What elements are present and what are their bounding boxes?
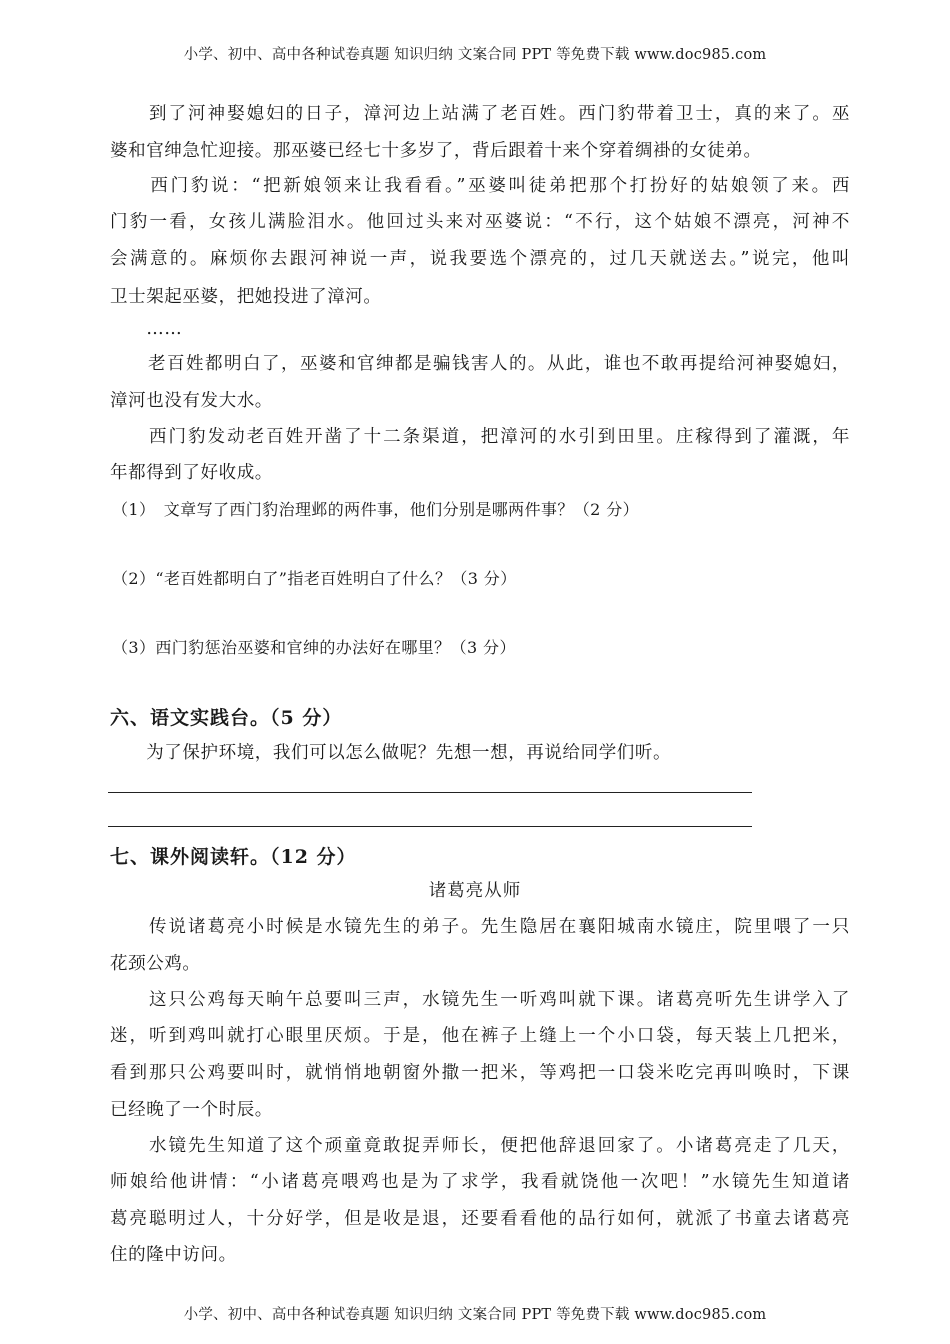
passage-line: 师娘给他讲情：“小诸葛亮喂鸡也是为了求学，我看就饶他一次吧！”水镜先生知道诸 xyxy=(110,1172,850,1192)
passage-line: 会满意的。麻烦你去跟河神说一声，说我要选个漂亮的，过几天就送去。”说完，他叫 xyxy=(110,249,850,269)
passage-line: 这只公鸡每天晌午总要叫三声，水镜先生一听鸡叫就下课。诸葛亮听先生讲学入了 xyxy=(110,990,850,1010)
answer-line xyxy=(108,826,752,827)
passage-line: 迷，听到鸡叫就打心眼里厌烦。于是，他在裤子上缝上一个小口袋，每天装上几把米， xyxy=(110,1026,850,1046)
passage-line: 传说诸葛亮小时候是水镜先生的弟子。先生隐居在襄阳城南水镜庄，院里喂了一只 xyxy=(110,917,850,937)
passage-line: 西门豹说：“把新娘领来让我看看。”巫婆叫徒弟把那个打扮好的姑娘领了来。西 xyxy=(110,176,850,196)
passage-line: 卫士架起巫婆，把她投进了漳河。 xyxy=(110,287,382,307)
passage-line: 婆和官绅急忙迎接。那巫婆已经七十多岁了，背后跟着十来个穿着绸褂的女徒弟。 xyxy=(110,141,762,161)
ellipsis: …… xyxy=(110,319,183,339)
passage-line: 门豹一看，女孩儿满脸泪水。他回过头来对巫婆说：“不行，这个姑娘不漂亮，河神不 xyxy=(110,212,850,232)
answer-line xyxy=(108,792,752,793)
question-3: （3）西门豹惩治巫婆和官绅的办法好在哪里？（3 分） xyxy=(112,638,516,657)
passage-line: 已经晚了一个时辰。 xyxy=(110,1100,273,1120)
passage-line: 年都得到了好收成。 xyxy=(110,463,273,483)
passage-line: 老百姓都明白了，巫婆和官绅都是骗钱害人的。从此，谁也不敢再提给河神娶媳妇， xyxy=(110,354,850,374)
passage-line: 西门豹发动老百姓开凿了十二条渠道，把漳河的水引到田里。庄稼得到了灌溉，年 xyxy=(110,427,850,447)
section-6-prompt: 为了保护环境，我们可以怎么做呢？先想一想，再说给同学们听。 xyxy=(110,743,672,763)
passage-line: 漳河也没有发大水。 xyxy=(110,391,273,411)
passage-line: 葛亮聪明过人，十分好学，但是收是退，还要看看他的品行如何，就派了书童去诸葛亮 xyxy=(110,1209,850,1229)
section-7-heading: 七、课外阅读轩。（12 分） xyxy=(110,846,357,868)
section-6-heading: 六、语文实践台。（5 分） xyxy=(110,707,343,729)
passage-line: 水镜先生知道了这个顽童竟敢捉弄师长，便把他辞退回家了。小诸葛亮走了几天， xyxy=(110,1136,850,1156)
passage-line: 花颈公鸡。 xyxy=(110,954,201,974)
page-header: 小学、初中、高中各种试卷真题 知识归纳 文案合同 PPT 等免费下载 www.doc985.com xyxy=(183,47,767,63)
question-1: （1） 文章写了西门豹治理邺的两件事，他们分别是哪两件事？（2 分） xyxy=(112,500,640,519)
passage-line: 到了河神娶媳妇的日子，漳河边上站满了老百姓。西门豹带着卫士，真的来了。巫 xyxy=(110,104,850,124)
page-footer: 小学、初中、高中各种试卷真题 知识归纳 文案合同 PPT 等免费下载 www.doc985.com xyxy=(183,1307,767,1323)
reading-title: 诸葛亮从师 xyxy=(428,881,522,901)
passage-line: 看到那只公鸡要叫时，就悄悄地朝窗外撒一把米，等鸡把一口袋米吃完再叫唤时，下课 xyxy=(110,1063,850,1083)
question-2: （2）“老百姓都明白了”指老百姓明白了什么？（3 分） xyxy=(112,569,517,588)
passage-line: 住的隆中访问。 xyxy=(110,1245,237,1265)
